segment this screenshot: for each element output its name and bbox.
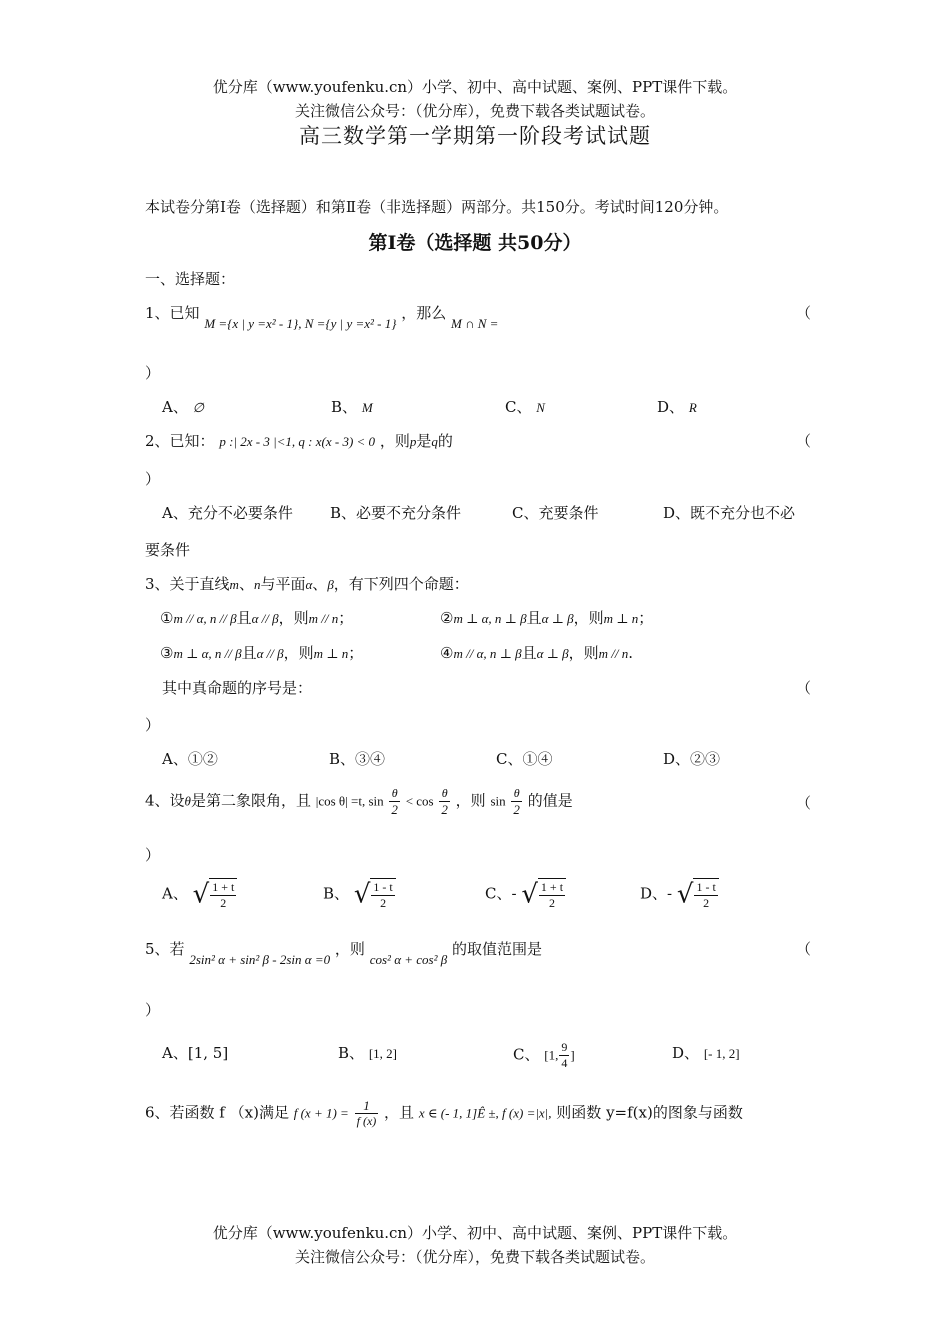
q4-option-a: A、 √ $\frac{1 + t}{2}$ xyxy=(162,878,237,911)
header-line-1: 优分库（www.youfenku.cn）小学、初中、高中试题、案例、PPT课件下载。 xyxy=(212,78,738,96)
q3-paren-open: （ xyxy=(796,679,812,697)
q3-option-c: C、①④ xyxy=(496,750,553,768)
q3-option-d: D、②③ xyxy=(663,750,721,768)
q6-cond: x ∈ (- 1, 1]Ê ±, f (x) =|x|, xyxy=(418,1105,552,1121)
q2-option-b: B、必要不充分条件 xyxy=(330,504,462,522)
q1-option-c: C、 N xyxy=(505,398,545,416)
q4-option-d: D、- √ $\frac{1 - t}{2}$ xyxy=(640,878,719,911)
q3-prop-3: ③m ⊥ α, n // β且α // β，则m ⊥ n； xyxy=(160,644,364,662)
q1-paren-close: ） xyxy=(145,364,161,382)
q3-paren-close: ） xyxy=(145,716,161,734)
header-line-2: 关注微信公众号：（优分库），免费下载各类试题试卷。 xyxy=(294,102,655,120)
q3-option-b: B、③④ xyxy=(329,750,386,768)
footer-line-1: 优分库（www.youfenku.cn）小学、初中、高中试题、案例、PPT课件下载。 xyxy=(212,1224,738,1242)
footer-line-2: 关注微信公众号：（优分库），免费下载各类试题试卷。 xyxy=(294,1248,655,1266)
exam-title: 高三数学第一学期第一阶段考试试题 xyxy=(299,124,651,148)
q5-expr: cos² α + cos² β xyxy=(369,952,448,967)
question-3: 3、关于直线m、n与平面α、β，有下列四个命题： xyxy=(145,575,469,593)
q3-option-a: A、①② xyxy=(162,750,218,768)
q2-paren-open: （ xyxy=(796,432,812,450)
q2-option-a: A、充分不必要条件 xyxy=(162,504,293,522)
q5-cond: 2sin² α + sin² β - 2sin α =0 xyxy=(189,952,331,967)
exam-intro: 本试卷分第Ⅰ卷（选择题）和第Ⅱ卷（非选择题）两部分。共150分。考试时间120分钟。 xyxy=(145,198,729,216)
q4-option-b: B、 √ $\frac{1 - t}{2}$ xyxy=(323,878,396,911)
question-2: 2、已知： p :| 2x - 3 |<1, q : x(x - 3) < 0 ，则p是q的 xyxy=(145,432,453,450)
q2-option-c: C、充要条件 xyxy=(512,504,599,522)
q2-expr: p :| 2x - 3 |<1, q : x(x - 3) < 0 xyxy=(219,434,376,449)
q4-abs-expr: |cos θ| =t, sin xyxy=(315,793,384,809)
q5-option-b: B、 [1, 2] xyxy=(338,1044,397,1062)
q2-continuation: 要条件 xyxy=(145,541,191,559)
q3-prop-1: ①m // α, n // β且α // β，则m // n； xyxy=(160,609,354,627)
q2-paren-close: ） xyxy=(145,470,161,488)
q3-prop-4: ④m // α, n ⊥ β且α ⊥ β，则m // n. xyxy=(440,644,634,662)
section-title: 第Ⅰ卷（选择题 共50分） xyxy=(368,232,582,254)
q5-paren-open: （ xyxy=(796,940,812,958)
q4-option-c: C、- √ $\frac{1 + t}{2}$ xyxy=(485,878,566,911)
q1-mid: ，那么 xyxy=(401,304,447,322)
part-label: 一、选择题： xyxy=(145,270,236,288)
question-1 xyxy=(145,302,499,331)
q1-result: M ∩ N = xyxy=(451,316,499,331)
question-5: 5、若 2sin² α + sin² β - 2sin α =0 ，则 cos² α + cos² β 的取值范围是 xyxy=(145,940,543,967)
q5-option-c: C、 [1, $\frac{9}{4}$ ] xyxy=(513,1040,575,1070)
q3-ask: 其中真命题的序号是： xyxy=(162,679,313,697)
q5-option-a: A、[1, 5] xyxy=(162,1044,229,1062)
q2-option-d: D、既不充分也不必 xyxy=(663,504,796,522)
q5-paren-close: ） xyxy=(145,1001,161,1019)
q1-option-a: A、 ∅ xyxy=(162,398,204,416)
q1-prefix: 1、已知 xyxy=(145,304,200,322)
q1-set-expr: M ={x | y =x² - 1}, N ={y | y =x² - 1} xyxy=(204,316,397,331)
q5-option-d: D、 [- 1, 2] xyxy=(672,1044,740,1062)
question-4: 4、设θ是第二象限角，且 |cos θ| =t, sin $\frac{\theta}{2}$ < cos $\frac{\theta}{2}$ ，则 sin $\frac{\theta}{2}$ 的值是 xyxy=(145,786,573,817)
question-6: 6、若函数 f （x)满足 f (x + 1) = $\frac{1}{f (x)}$ ，且 x ∈ (- 1, 1]Ê ±, f (x) =|x|, 则函数 y=f(x)的图象与函数 xyxy=(145,1098,743,1128)
q1-option-d: D、 R xyxy=(657,398,697,416)
q4-paren-close: ） xyxy=(145,846,161,864)
q4-paren-open: （ xyxy=(796,794,812,812)
q1-option-b: B、 M xyxy=(331,398,373,416)
q3-prop-2: ②m ⊥ α, n ⊥ β且α ⊥ β，则m ⊥ n； xyxy=(440,609,654,627)
q1-paren-open: （ xyxy=(796,304,812,322)
